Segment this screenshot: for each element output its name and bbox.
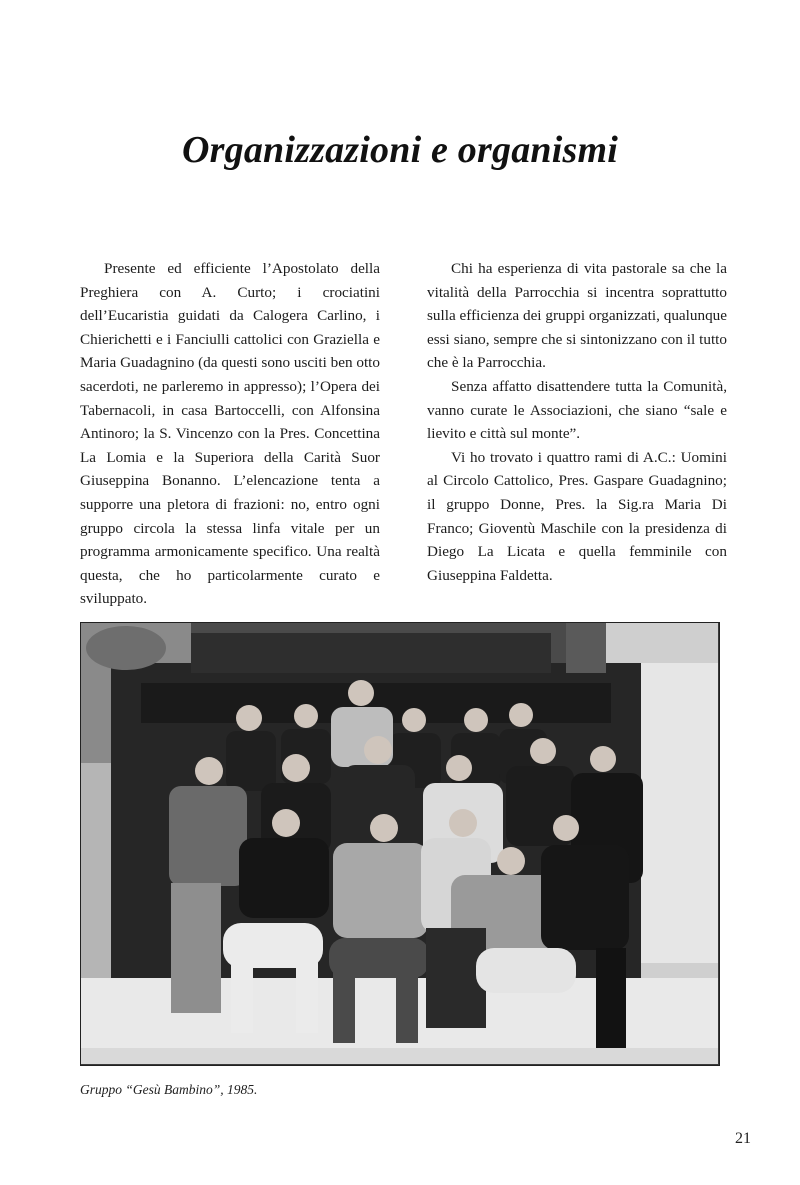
right-text-column <box>427 257 727 587</box>
group-photo <box>80 622 720 1066</box>
left-paragraph-1: Presente ed efficiente l’Apostolato della Preghiera con A. Curto; i crociatini dell’Eucaristia guidati da Calogera Carlino, i Chierichetti e i Fanciulli cattolici con Graziella e Maria Guadagnino (da questi sono usciti ben otto sacerdoti, ne parleremo in appresso); l’Opera dei Tabernacoli, in casa Bartoccelli, con Alfonsina Antinoro; la S. Vincenzo con la Pres. Concettina La Lomia e la Superiora della Carità Suor Giuseppina Bonanno. L’elencazione tenta a supporre una pletora di frazioni: no, entro ogni gruppo circola la stessa linfa vitale per un programma armonicamente specifico. Una realtà questa, che ho particolarmente curato e sviluppato. <box>80 260 380 608</box>
right-paragraph-3: Vi ho trovato i quattro rami di A.C.: Uomini al Circolo Cattolico, Pres. Gaspare Guadagnino; il gruppo Donne, Pres. la Sig.ra Maria Di Franco; Gioventù Maschile con la presidenza di Diego La Licata e quella femminile con Giuseppina Faldetta. <box>427 448 727 584</box>
page-title: Organizzazioni e organismi <box>182 129 618 171</box>
right-paragraph-1: Chi ha esperienza di vita pastorale sa che la vitalità della Parrocchia si incentra soprattutto sulla efficienza dei gruppi organizzati, qualunque essi siano, sempre che si sintonizzano con il tutto che è la Parrocchia. <box>427 260 727 372</box>
photo-caption: Gruppo “Gesù Bambino”, 1985. <box>80 1082 258 1097</box>
right-paragraph-2: Senza affatto disattendere tutta la Comunità, vanno curate le Associazioni, che siano “sale e lievito e città sul monte”. <box>427 377 727 443</box>
group-photo-illustration <box>81 623 718 1064</box>
left-text-column <box>80 257 380 611</box>
page-number: 21 <box>735 1130 751 1147</box>
